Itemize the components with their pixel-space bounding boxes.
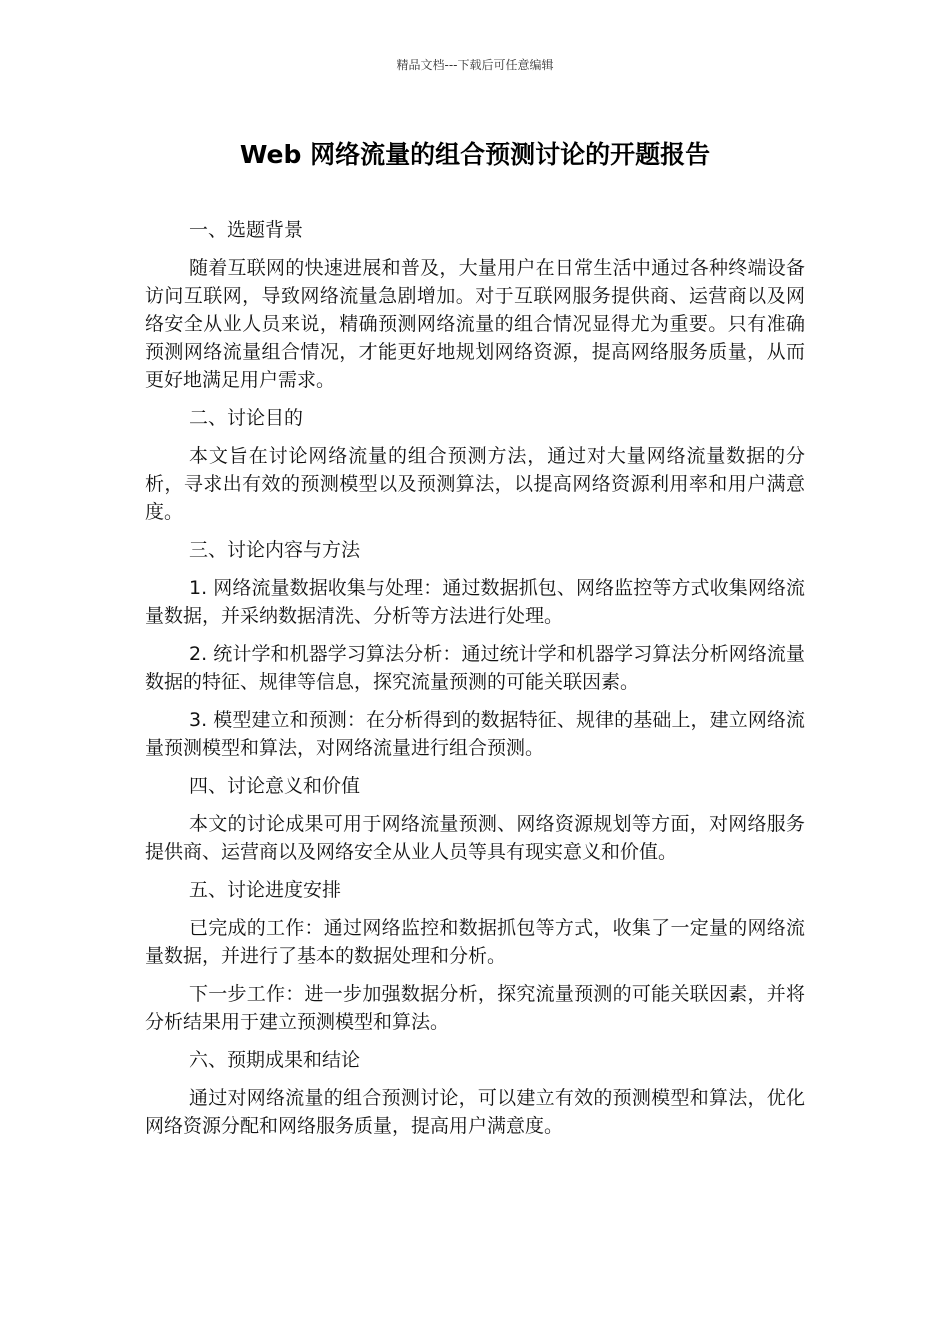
document-body (145, 216, 805, 1150)
paragraph: 本文旨在讨论网络流量的组合预测方法，通过对大量网络流量数据的分析，寻求出有效的预测模型以及预测算法，以提高网络资源利用率和用户满意度。 (145, 445, 805, 523)
paragraph: 已完成的工作：通过网络监控和数据抓包等方式，收集了一定量的网络流量数据，并进行了基本的数据处理和分析。 (145, 917, 805, 967)
section-heading: 一、选题背景 (189, 219, 304, 241)
section-significance (145, 772, 805, 866)
section-expected-results (145, 1046, 805, 1140)
paragraph: 3. 模型建立和预测：在分析得到的数据特征、规律的基础上，建立网络流量预测模型和算法，对网络流量进行组合预测。 (145, 709, 805, 759)
document-title: Web 网络流量的组合预测讨论的开题报告 (239, 140, 711, 169)
header-note: 精品文档---下载后可任意编辑 (396, 58, 554, 72)
section-heading: 六、预期成果和结论 (189, 1049, 361, 1071)
section-heading: 四、讨论意义和价值 (189, 775, 361, 797)
paragraph: 2. 统计学和机器学习算法分析：通过统计学和机器学习算法分析网络流量数据的特征、规律等信息，探究流量预测的可能关联因素。 (145, 643, 805, 693)
paragraph: 通过对网络流量的组合预测讨论，可以建立有效的预测模型和算法，优化网络资源分配和网络服务质量，提高用户满意度。 (145, 1087, 805, 1137)
section-background (145, 216, 805, 394)
section-schedule (145, 876, 805, 1036)
paragraph: 1. 网络流量数据收集与处理：通过数据抓包、网络监控等方式收集网络流量数据，并采纳数据清洗、分析等方法进行处理。 (145, 577, 805, 627)
paragraph: 随着互联网的快速进展和普及，大量用户在日常生活中通过各种终端设备访问互联网，导致网络流量急剧增加。对于互联网服务提供商、运营商以及网络安全从业人员来说，精确预测网络流量的组合情况显得尤为重要。只有准确预测网络流量组合情况，才能更好地规划网络资源，提高网络服务质量，从而更好地满足用户需求。 (145, 257, 805, 391)
section-content-methods (145, 536, 805, 762)
section-heading: 五、讨论进度安排 (189, 879, 342, 901)
section-heading: 三、讨论内容与方法 (189, 539, 361, 561)
section-heading: 二、讨论目的 (189, 407, 304, 429)
paragraph: 本文的讨论成果可用于网络流量预测、网络资源规划等方面，对网络服务提供商、运营商以及网络安全从业人员等具有现实意义和价值。 (145, 813, 805, 863)
section-purpose (145, 404, 805, 526)
paragraph: 下一步工作：进一步加强数据分析，探究流量预测的可能关联因素，并将分析结果用于建立预测模型和算法。 (145, 983, 805, 1033)
